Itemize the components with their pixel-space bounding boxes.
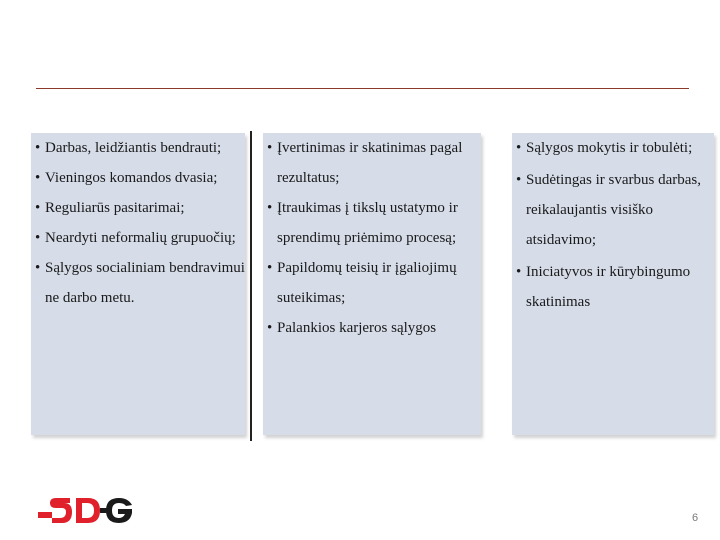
bullet-list-esteem	[263, 133, 481, 343]
bullet-list-social	[31, 133, 245, 313]
list-item: • Vieningos komandos dvasia;	[31, 163, 245, 193]
column-separator	[250, 131, 252, 441]
list-item: • Įvertinimas ir skatinimas pagal rezultatus;	[263, 133, 481, 193]
title-divider	[36, 88, 689, 89]
list-item: • Neardyti neformalių grupuočių;	[31, 223, 245, 253]
list-item: • Sąlygos mokytis ir tobulėti;	[512, 133, 714, 163]
bullet-list-growth	[512, 133, 714, 317]
sdg-logo	[36, 492, 136, 526]
panel-social-needs	[31, 133, 245, 435]
list-item: • Darbas, leidžiantis bendrauti;	[31, 133, 245, 163]
list-item: • Papildomų teisių ir įgaliojimų suteikimas;	[263, 253, 481, 313]
panel-esteem-needs	[263, 133, 481, 435]
list-item: • Įtraukimas į tikslų ustatymo ir sprendimų priėmimo procesą;	[263, 193, 481, 253]
list-item: • Palankios karjeros sąlygos	[263, 313, 481, 343]
list-item: • Sudėtingas ir svarbus darbas, reikalaujantis visiško atsidavimo;	[512, 165, 714, 255]
list-item: • Reguliarūs pasitarimai;	[31, 193, 245, 223]
list-item: • Iniciatyvos ir kūrybingumo skatinimas	[512, 257, 714, 317]
panel-self-actualization	[512, 133, 714, 435]
list-item: • Sąlygos socialiniam bendravimui ne darbo metu.	[31, 253, 245, 313]
page-number: 6	[692, 512, 699, 524]
